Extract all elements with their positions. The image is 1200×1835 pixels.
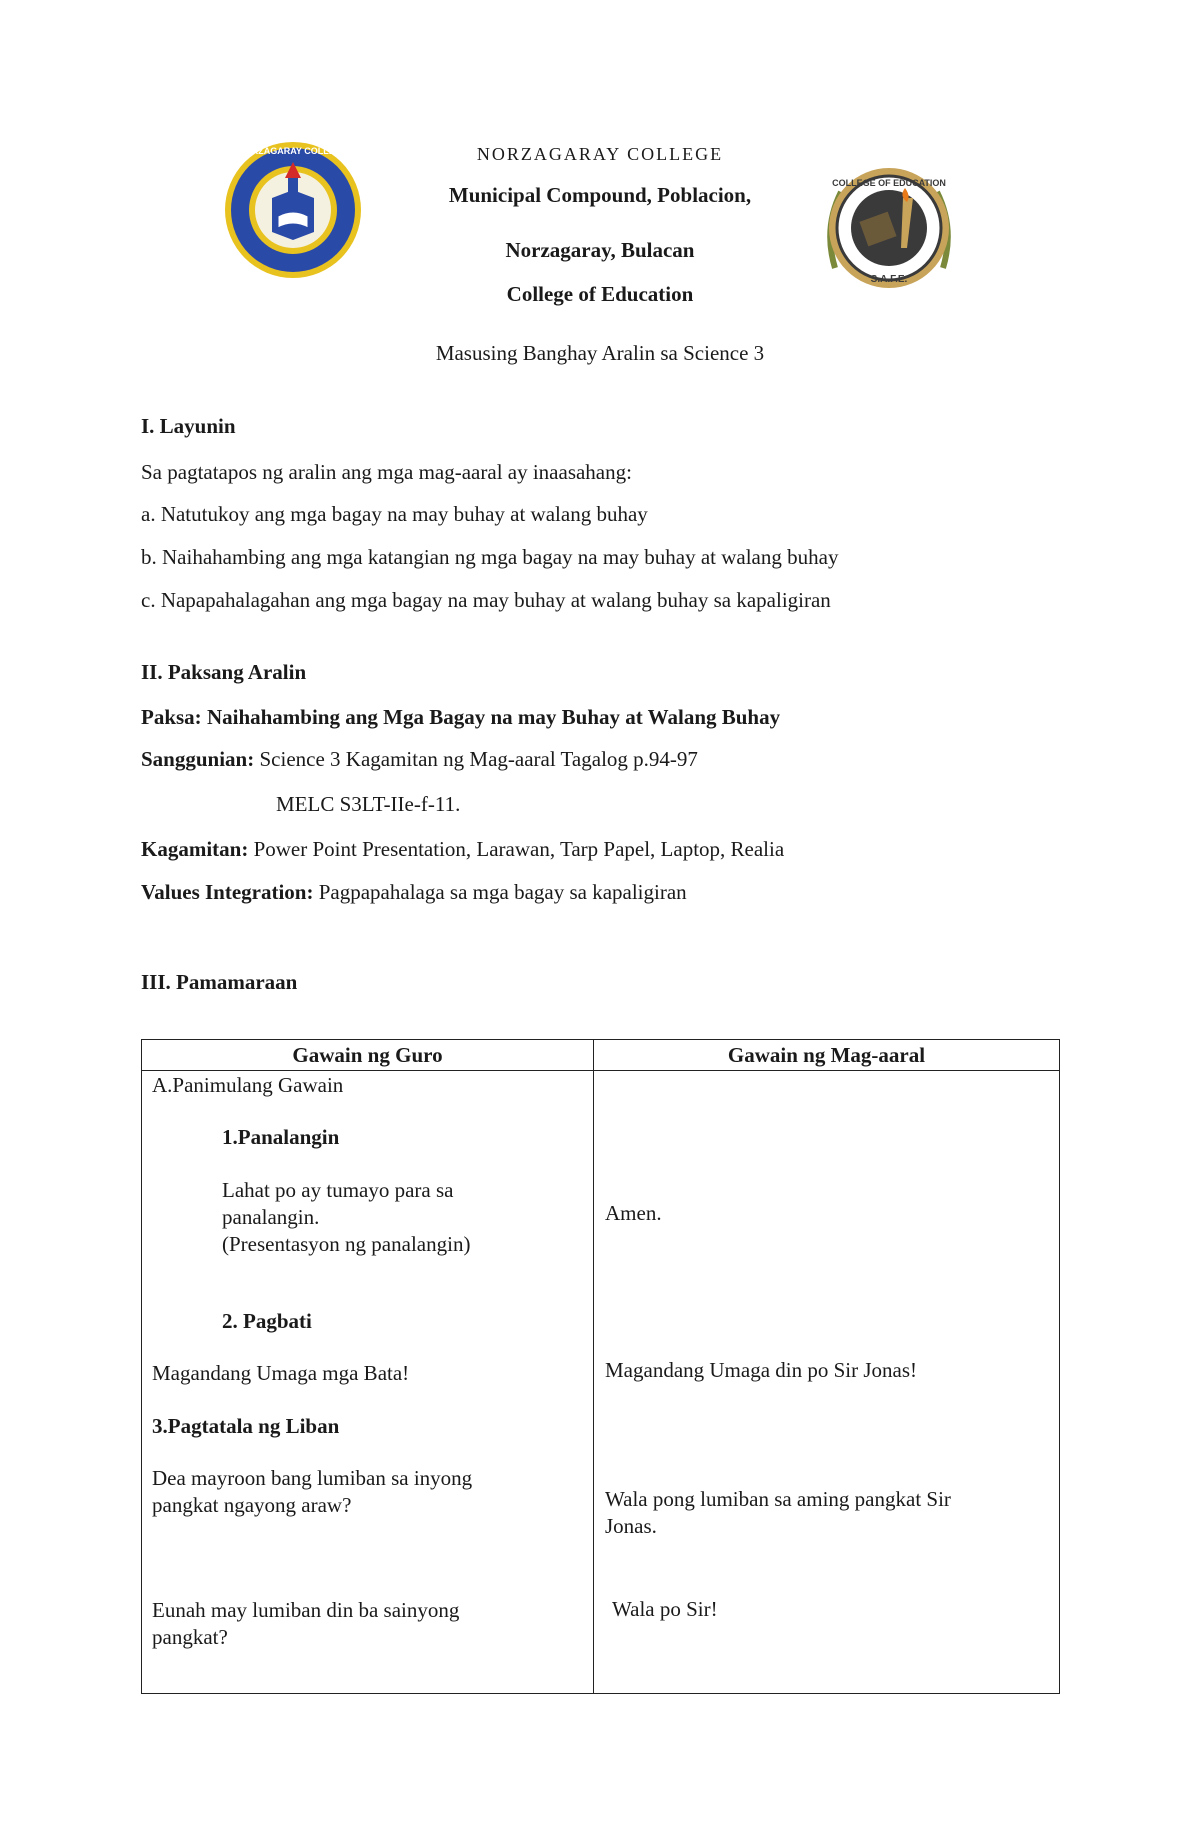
liban-guro-2-line-1: Eunah may lumiban din ba sainyong <box>152 1598 460 1622</box>
layunin-intro: Sa pagtatapos ng aralin ang mga mag-aaral ay inaasahang: <box>141 460 632 484</box>
paksang-aralin-heading: II. Paksang Aralin <box>141 660 307 684</box>
kagamitan-label: Kagamitan: <box>141 837 249 861</box>
column-header-magaaral: Gawain ng Mag-aaral <box>727 1043 926 1067</box>
pagtatala-ng-liban-label: 3.Pagtatala ng Liban <box>152 1414 340 1438</box>
svg-text:S.A.F.E.: S.A.F.E. <box>870 274 908 285</box>
panalangin-guro-line-3: (Presentasyon ng panalangin) <box>222 1232 471 1256</box>
column-header-guro: Gawain ng Guro <box>292 1043 443 1067</box>
liban-magaaral-1-line-2: Jonas. <box>605 1514 657 1538</box>
kagamitan-line <box>141 837 784 862</box>
pagbati-magaaral: Magandang Umaga din po Sir Jonas! <box>605 1358 918 1382</box>
panalangin-label: 1.Panalangin <box>222 1125 340 1149</box>
pagbati-guro: Magandang Umaga mga Bata! <box>152 1361 410 1385</box>
values-integration-label: Values Integration: <box>141 880 314 904</box>
paksa-line <box>141 705 780 730</box>
sanggunian-value: Science 3 Kagamitan ng Mag-aaral Tagalog p.94-97 <box>259 747 698 771</box>
values-integration-value: Pagpapahalaga sa mga bagay sa kapaligiran <box>318 880 687 904</box>
sanggunian-label: Sanggunian: <box>141 747 255 771</box>
lesson-plan-title: Masusing Banghay Aralin sa Science 3 <box>435 341 765 365</box>
liban-magaaral-1-line-1: Wala pong lumiban sa aming pangkat Sir <box>605 1487 951 1511</box>
address-line-1: Municipal Compound, Poblacion, <box>448 183 752 207</box>
panalangin-magaaral: Amen. <box>605 1201 662 1225</box>
address-line-2: Norzagaray, Bulacan <box>505 238 695 262</box>
layunin-heading: I. Layunin <box>141 414 236 438</box>
layunin-item-c: c. Napapahalagahan ang mga bagay na may buhay at walang buhay sa kapaligiran <box>141 588 831 612</box>
pamamaraan-table <box>141 1039 1060 1694</box>
liban-magaaral-2: Wala po Sir! <box>612 1597 718 1621</box>
kagamitan-value: Power Point Presentation, Larawan, Tarp Papel, Laptop, Realia <box>253 837 785 861</box>
layunin-item-b: b. Naihahambing ang mga katangian ng mga bagay na may buhay at walang buhay <box>141 545 839 569</box>
layunin-item-a: a. Natutukoy ang mga bagay na may buhay at walang buhay <box>141 502 648 526</box>
pagbati-label: 2. Pagbati <box>222 1309 312 1333</box>
svg-text:COLLEGE OF EDUCATION: COLLEGE OF EDUCATION <box>832 178 946 188</box>
liban-guro-2-line-2: pangkat? <box>152 1625 228 1649</box>
column-divider <box>593 1040 594 1693</box>
liban-guro-1-line-1: Dea mayroon bang lumiban sa inyong <box>152 1466 473 1490</box>
panalangin-guro-line-2: panalangin. <box>222 1205 320 1229</box>
liban-guro-1-line-2: pangkat ngayong araw? <box>152 1493 352 1517</box>
paksa-label: Paksa: <box>141 705 202 729</box>
school-name: NORZAGARAY COLLEGE <box>476 144 724 164</box>
sanggunian-value-2: MELC S3LT-IIe-f-11. <box>276 792 461 816</box>
header-divider <box>142 1070 1059 1071</box>
pamamaraan-heading: III. Pamamaraan <box>141 970 298 994</box>
paksa-value: Naihahambing ang Mga Bagay na may Buhay at Walang Buhay <box>206 705 781 729</box>
sanggunian-line <box>141 747 698 772</box>
panalangin-guro-line-1: Lahat po ay tumayo para sa <box>222 1178 454 1202</box>
college-name: College of Education <box>506 282 694 306</box>
section-panimulang-gawain: A.Panimulang Gawain <box>152 1073 344 1097</box>
values-integration-line <box>141 880 687 905</box>
svg-text:NORZAGARAY COLLEGE: NORZAGARAY COLLEGE <box>238 146 348 156</box>
